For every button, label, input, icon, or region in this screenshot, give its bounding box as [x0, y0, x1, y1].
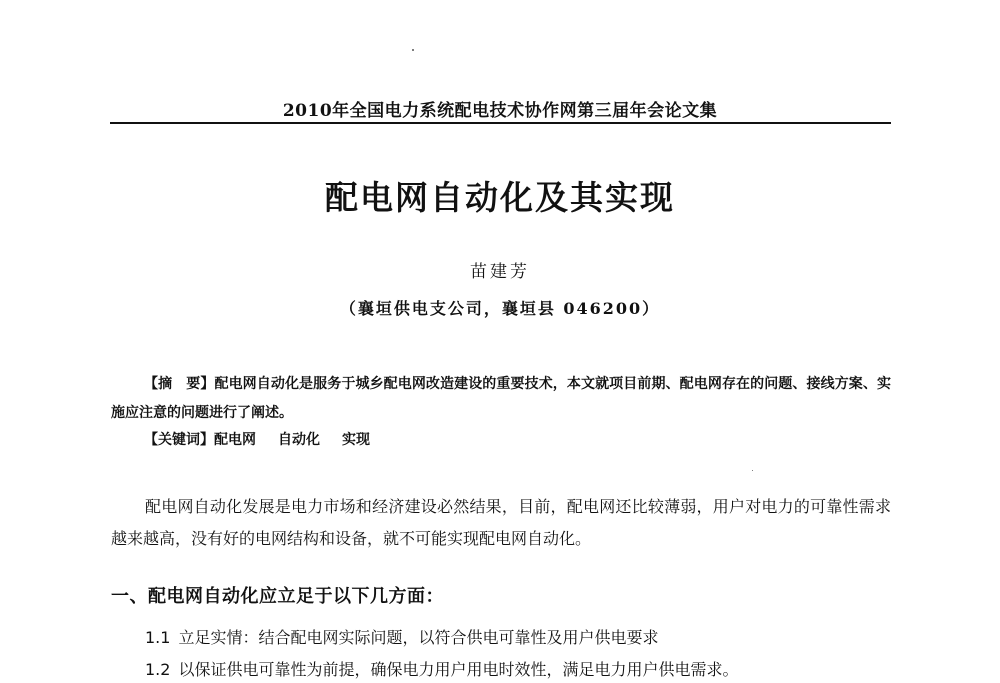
keyword-item: 自动化	[278, 432, 320, 448]
list-item-text: 以保证供电可靠性为前提，确保电力用户用电时效性，满足电力用户供电需求。	[178, 660, 739, 679]
author-affiliation: （襄垣供电支公司，襄垣县 046200）	[339, 299, 661, 318]
abstract-text: 配电网自动化是服务于城乡配电网改造建设的重要技术，本文就项目前期、配电网存在的问题、接线方案、实施应注意的问题进行了阐述。	[111, 376, 892, 421]
running-header: 2010年全国电力系统配电技术协作网第三届年会论文集	[282, 101, 718, 121]
author-name: 苗建芳	[470, 262, 530, 282]
list-item-number: 1.1	[145, 628, 171, 647]
intro-paragraph: 配电网自动化发展是电力市场和经济建设必然结果，目前，配电网还比较薄弱，用户对电力的可靠性需求越来越高，没有好的电网结构和设备，就不可能实现配电网自动化。	[111, 497, 891, 548]
keyword-item: 实现	[342, 432, 370, 448]
list-item	[145, 657, 738, 680]
header-rule	[110, 122, 891, 124]
list-item	[145, 625, 658, 648]
keywords-block	[144, 429, 370, 449]
keywords-label: 【关键词】	[144, 432, 214, 448]
list-item-number: 1.2	[145, 660, 171, 679]
abstract-block	[111, 370, 891, 428]
list-item-text: 立足实情：结合配电网实际问题，以符合供电可靠性及用户供电要求	[178, 628, 659, 647]
scan-speck	[412, 49, 414, 51]
abstract-label: 【摘 要】	[144, 376, 215, 392]
scan-speck	[752, 470, 753, 471]
section-heading: 一、配电网自动化应立足于以下几方面：	[111, 586, 444, 607]
paper-title: 配电网自动化及其实现	[325, 178, 675, 217]
keyword-item: 配电网	[214, 432, 256, 448]
